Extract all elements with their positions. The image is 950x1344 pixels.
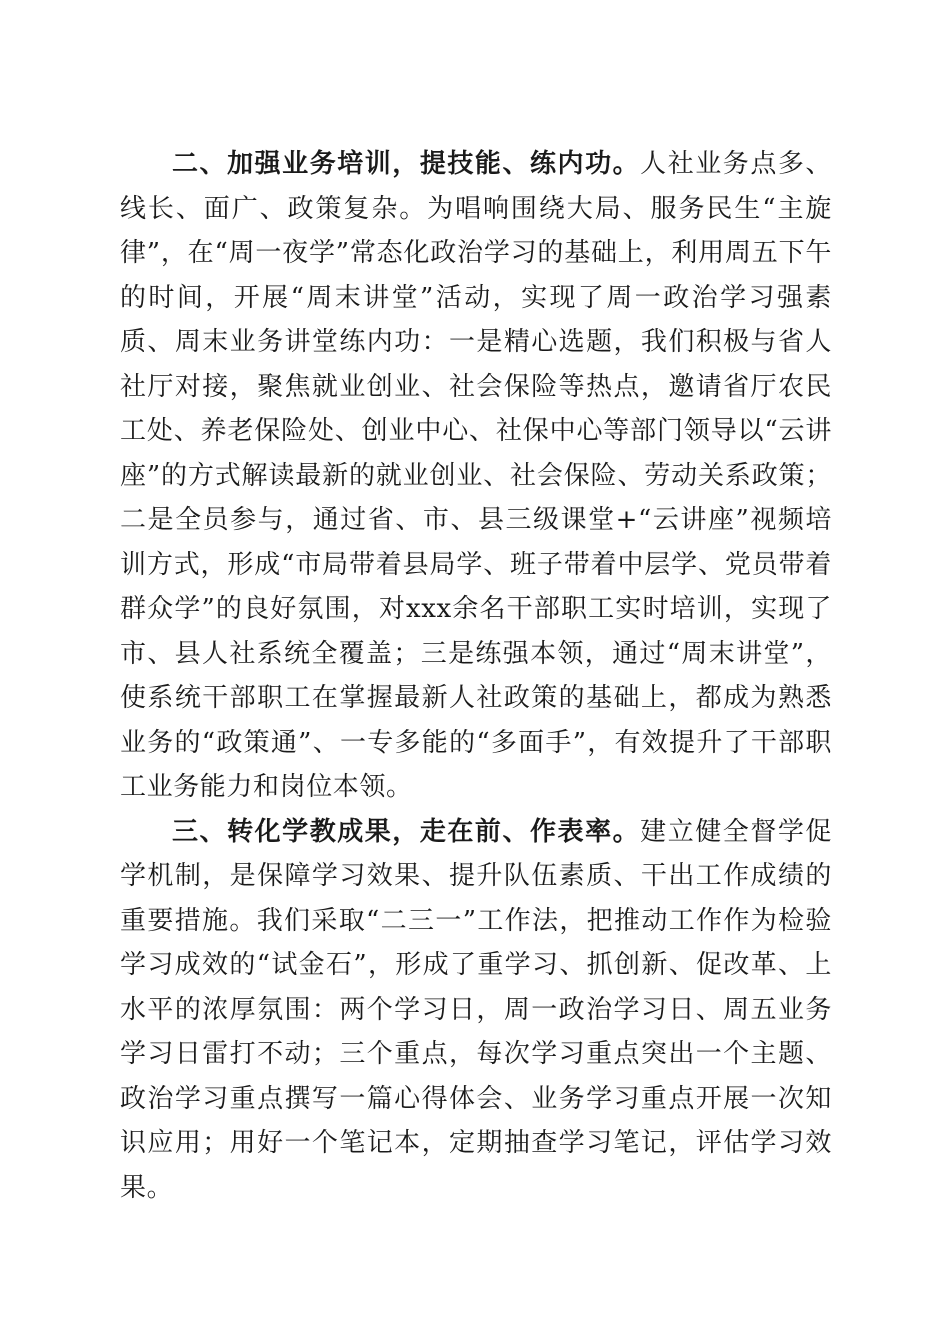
paragraph-results xyxy=(120,810,832,1211)
paragraph-heading: 二、加强业务培训，提技能、练内功。 xyxy=(172,149,641,179)
paragraph-text: 建立健全督学促学机制，是保障学习效果、提升队伍素质、干出工作成绩的重要措施。我们采取“二三一”工作法，把推动工作作为检验学习成效的“试金石”，形成了重学习、抓创新、促改革、上水平的浓厚氛围：两个学习日，周一政治学习日、周五业务学习日雷打不动；三个重点，每次学习重点突出一个主题、政治学习重点撰写一篇心得体会、业务学习重点开展一次知识应用；用好一个笔记本，定期抽查学习笔记，评估学习效果。 xyxy=(120,816,833,1203)
document-body xyxy=(120,142,832,1210)
paragraph-heading: 三、转化学教成果，走在前、作表率。 xyxy=(172,816,641,847)
paragraph-text: 人社业务点多、线长、面广、政策复杂。为唱响围绕大局、服务民生“主旋律”，在“周一夜学”常态化政治学习的基础上，利用周五下午的时间，开展“周末讲堂”活动，实现了周一政治学习强素质、周末业务讲堂练内功：一是精心选题，我们积极与省人社厅对接，聚焦就业创业、社会保险等热点，邀请省厅农民工处、养老保险处、创业中心、社保中心等部门领导以“云讲座”的方式解读最新的就业创业、社会保险、劳动关系政策；二是全员参与，通过省、市、县三级课堂+“云讲座”视频培训方式，形成“市局带着县局学、班子带着中层学、党员带着群众学”的良好氛围，对xxx余名干部职工实时培训，实现了市、县人社系统全覆盖；三是练强本领，通过“周末讲堂”，使系统干部职工在掌握最新人社政策的基础上，都成为熟悉业务的“政策通”、一专多能的“多面手”，有效提升了干部职工业务能力和岗位本领。 xyxy=(120,149,833,802)
paragraph-training xyxy=(120,142,832,810)
